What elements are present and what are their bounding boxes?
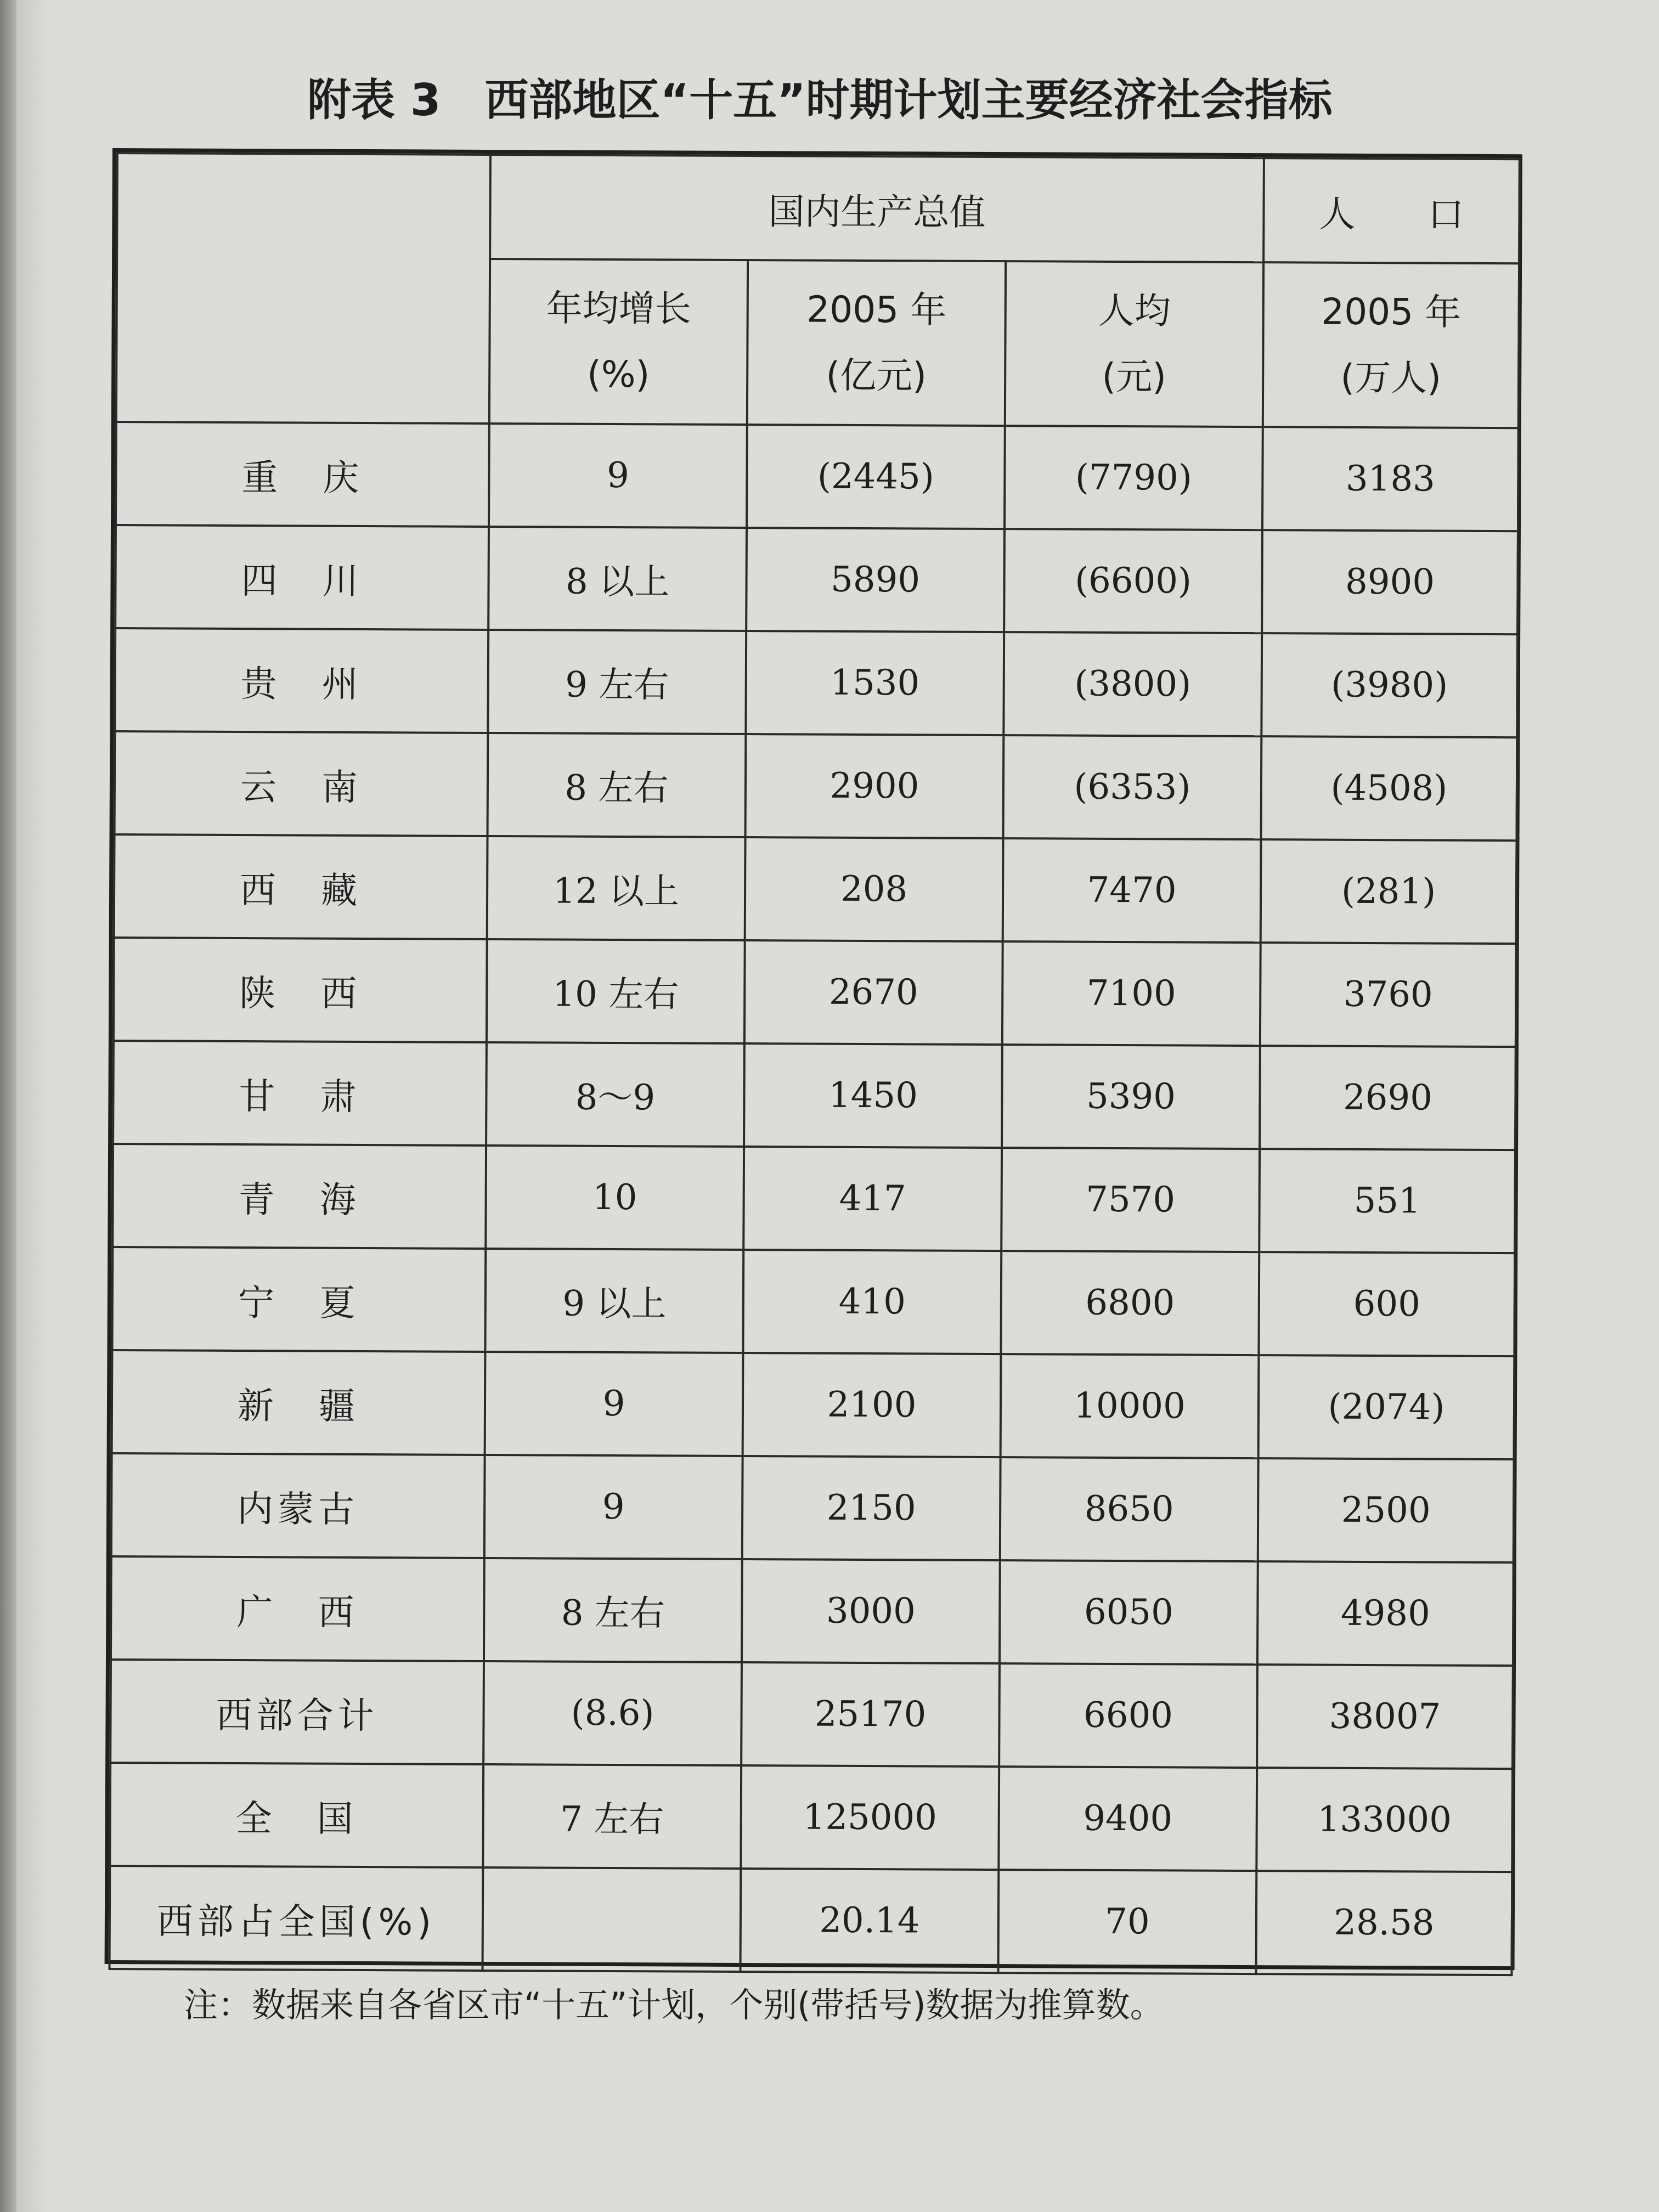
- per-capita-cell: 8650: [1000, 1457, 1259, 1561]
- population-cell: (281): [1261, 839, 1517, 944]
- row-region-cell: 西部合计: [110, 1660, 484, 1764]
- population-2005-column-header: [1263, 262, 1519, 428]
- table-row: [111, 1556, 1514, 1666]
- per-capita-cell: 5390: [1002, 1045, 1260, 1149]
- per-capita-cell: 70: [998, 1870, 1257, 1974]
- gdp-cell: 1450: [744, 1043, 1002, 1148]
- header-unit: (元): [1102, 355, 1167, 398]
- header-unit: (万人): [1340, 356, 1442, 399]
- population-cell: (4508): [1261, 736, 1517, 840]
- gdp-cell: 125000: [741, 1765, 999, 1870]
- row-region-cell: 西 藏: [114, 834, 488, 939]
- header-unit: (%): [586, 353, 650, 396]
- growth-cell: 8～9: [486, 1042, 744, 1147]
- per-capita-cell: 6050: [1000, 1560, 1258, 1664]
- row-region-cell: 青 海: [112, 1144, 486, 1249]
- corner-header-cell: [116, 153, 490, 424]
- gdp-cell: 5890: [746, 528, 1005, 632]
- table-row: [114, 834, 1517, 944]
- growth-cell: (8.6): [483, 1661, 742, 1765]
- per-capita-cell: (7790): [1005, 426, 1263, 530]
- population-cell: 8900: [1262, 530, 1518, 634]
- table-title: 附表 3 西部地区“十五”时期计划主要经济社会指标: [307, 75, 1333, 126]
- gdp-group-header: 国内生产总值: [490, 155, 1264, 262]
- growth-cell: 9: [484, 1455, 743, 1559]
- header-line: 人均: [1098, 289, 1171, 332]
- population-group-header: 人 口: [1263, 158, 1520, 263]
- gdp-cell: 417: [743, 1147, 1002, 1251]
- book-spine-shadow: [0, 0, 16, 2212]
- row-region-cell: 广 西: [111, 1556, 484, 1661]
- population-cell: 551: [1259, 1149, 1515, 1253]
- table-row: [112, 1247, 1515, 1356]
- gdp-cell: 410: [743, 1250, 1001, 1354]
- gdp-cell: 2150: [742, 1456, 1001, 1560]
- per-capita-cell: 7470: [1003, 838, 1261, 943]
- table-row: [116, 422, 1519, 531]
- growth-cell: [483, 1867, 741, 1972]
- per-capita-cell: (6353): [1003, 735, 1262, 839]
- footnote: 注：数据来自各省区市“十五”计划，个别(带括号)数据为推算数。: [184, 1985, 1164, 2025]
- gdp-cell: 20.14: [741, 1869, 999, 1973]
- header-line: 年均增长: [546, 287, 691, 330]
- growth-cell: 12 以上: [487, 836, 746, 940]
- table-row: [112, 1144, 1515, 1253]
- per-capita-column-header: [1005, 261, 1263, 427]
- table-row: [115, 731, 1517, 840]
- population-cell: 2500: [1258, 1458, 1514, 1562]
- gdp-cell: 2100: [743, 1353, 1001, 1457]
- per-capita-cell: (6600): [1004, 529, 1262, 633]
- growth-cell: 10: [486, 1146, 744, 1250]
- population-cell: 133000: [1256, 1768, 1513, 1872]
- indicator-table: [109, 152, 1521, 1976]
- gdp-cell: 25170: [741, 1662, 1000, 1767]
- growth-cell: 10 左右: [487, 939, 745, 1043]
- row-region-cell: 新 疆: [112, 1350, 486, 1455]
- growth-cell: 9: [489, 424, 747, 528]
- growth-column-header: [489, 259, 748, 425]
- table-row: [111, 1453, 1514, 1562]
- header-unit: (亿元): [826, 354, 927, 397]
- gdp-2005-column-header: [747, 260, 1006, 426]
- population-cell: 38007: [1257, 1664, 1513, 1769]
- table-row: [110, 1660, 1513, 1769]
- table-row: [113, 1041, 1516, 1150]
- growth-cell: 9: [485, 1352, 743, 1456]
- row-region-cell: 贵 州: [115, 628, 488, 733]
- growth-cell: 7 左右: [483, 1764, 741, 1869]
- population-cell: (3980): [1261, 633, 1517, 737]
- population-cell: 3183: [1262, 427, 1519, 531]
- population-cell: 600: [1259, 1252, 1515, 1356]
- growth-cell: 8 以上: [488, 527, 747, 631]
- header-line: 2005 年: [1321, 290, 1462, 334]
- gdp-cell: (2445): [747, 425, 1005, 529]
- row-region-cell: 甘 肃: [113, 1041, 487, 1146]
- gdp-cell: 2900: [746, 734, 1004, 838]
- per-capita-cell: 10000: [1001, 1354, 1259, 1458]
- gdp-cell: 208: [745, 837, 1003, 941]
- table-body: [110, 422, 1519, 1975]
- growth-cell: 8 左右: [488, 733, 746, 837]
- population-cell: 3760: [1260, 943, 1516, 1047]
- growth-cell: 9 左右: [488, 630, 746, 734]
- table-row: [114, 938, 1516, 1047]
- population-cell: 2690: [1260, 1046, 1516, 1150]
- per-capita-cell: 6800: [1001, 1251, 1259, 1355]
- gdp-cell: 3000: [742, 1559, 1000, 1663]
- gdp-cell: 1530: [746, 631, 1004, 735]
- table-row: [112, 1350, 1515, 1459]
- table-row: [110, 1866, 1513, 1975]
- population-cell: 4980: [1257, 1561, 1514, 1666]
- per-capita-cell: 7100: [1002, 941, 1261, 1046]
- row-region-cell: 四 川: [115, 525, 489, 630]
- per-capita-cell: 9400: [998, 1767, 1257, 1871]
- growth-cell: 8 左右: [484, 1558, 742, 1662]
- population-cell: 28.58: [1256, 1871, 1513, 1975]
- row-region-cell: 内蒙古: [111, 1453, 485, 1558]
- gdp-cell: 2670: [744, 940, 1003, 1045]
- row-region-cell: 陕 西: [114, 938, 487, 1042]
- row-region-cell: 重 庆: [116, 422, 489, 527]
- row-region-cell: 云 南: [115, 731, 488, 836]
- per-capita-cell: 7570: [1001, 1148, 1260, 1252]
- row-region-cell: 全 国: [110, 1763, 483, 1867]
- row-region-cell: 西部占全国(%): [110, 1866, 483, 1971]
- per-capita-cell: 6600: [999, 1663, 1257, 1768]
- table-row: [110, 1763, 1513, 1872]
- population-cell: (2074): [1259, 1355, 1515, 1459]
- growth-cell: 9 以上: [485, 1249, 743, 1353]
- table-row: [115, 525, 1518, 634]
- indicator-table-frame: [105, 148, 1522, 1970]
- per-capita-cell: (3800): [1003, 632, 1262, 736]
- table-row: [115, 628, 1517, 737]
- row-region-cell: 宁 夏: [112, 1247, 486, 1352]
- header-line: 2005 年: [806, 288, 947, 331]
